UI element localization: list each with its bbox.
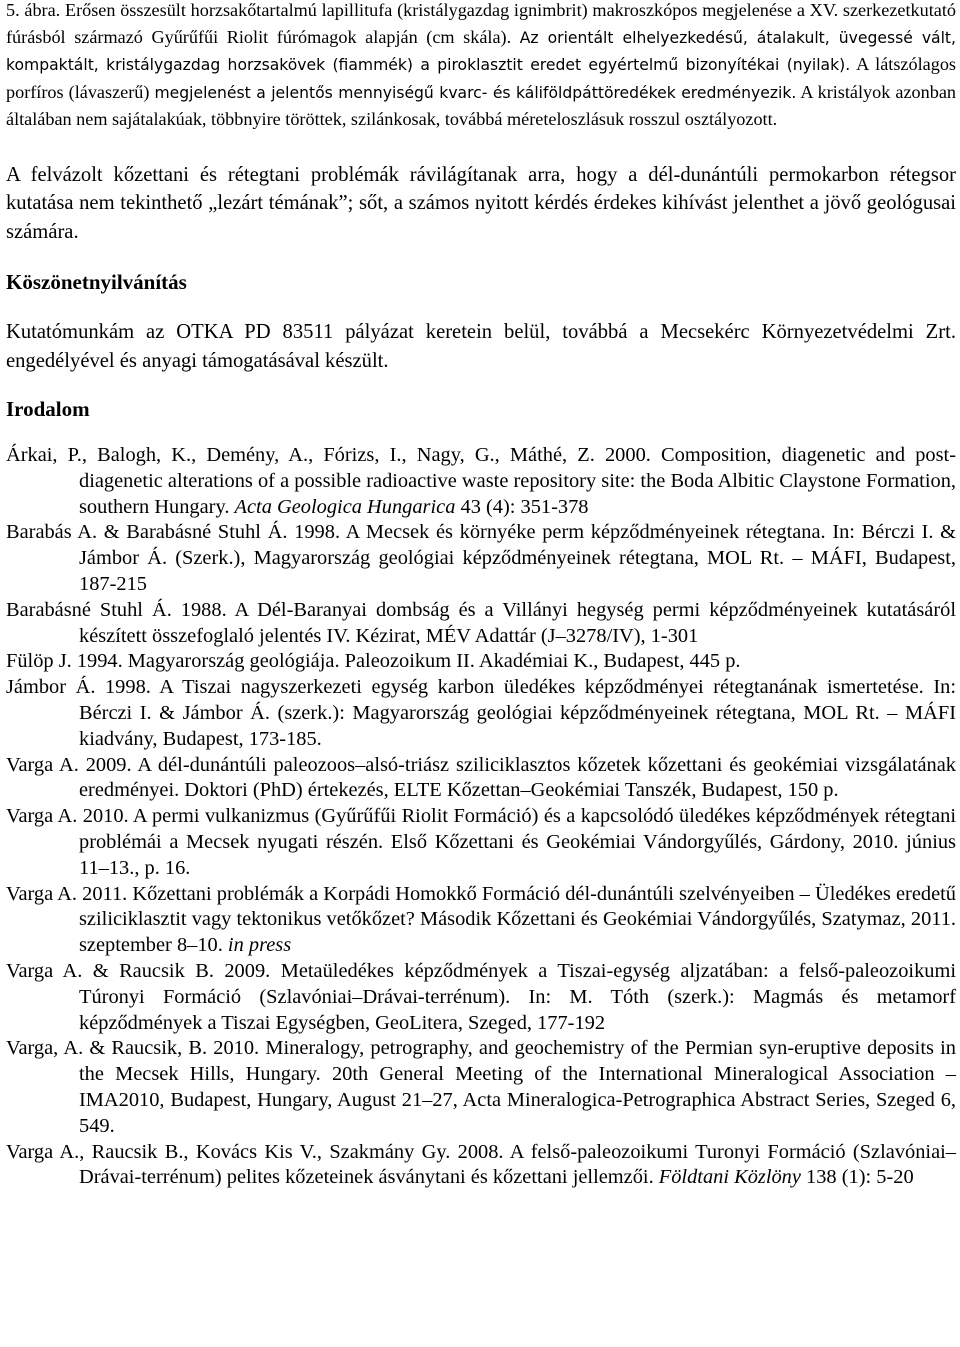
- reference-tail: 43 (4): 351-378: [455, 495, 589, 518]
- document-page: [6, 0, 956, 1191]
- caption-text-5: A kristályok azonban általában nem sajátalakúak, többnyire töröttek, szilánkosak, továbbá méreteloszlásuk rosszul osztályozott.: [6, 81, 956, 130]
- reference-text: Barabásné Stuhl Á. 1988. A Dél-Baranyai dombság és a Villányi hegység permi képződményeinek kutatásáról készített összefoglaló jelentés IV. Kézirat, MÉV Adattár (J–3278/IV), 1-301: [6, 598, 956, 647]
- figure-caption: [6, 0, 956, 133]
- reference-item: [6, 753, 956, 805]
- reference-text: Varga, A. & Raucsik, B. 2010. Mineralogy, petrography, and geochemistry of the Permian syn-eruptive deposits in the Mecsek Hills, Hungary. 20th General Meeting of the International Mineralogical Association – IMA2010, Budapest, Hungary, August 21–27, Acta Mineralogica-Petrographica Abstract Series, Szeged 6, 549.: [6, 1037, 956, 1137]
- reference-item: [6, 804, 956, 881]
- acknowledgement-text: Kutatómunkám az OTKA PD 83511 pályázat keretein belül, továbbá a Mecsekérc Környezetvédelmi Zrt. engedélyével és anyagi támogatásával készült.: [6, 321, 956, 372]
- reference-text: Varga A. 2010. A permi vulkanizmus (Gyűrűfűi Riolit Formáció) és a kapcsolódó üledékes képződmények rétegtani problémái a Mecsek nyugati részén. Első Kőzettani és Geokémiai Vándorgyűlés, Gárdony, 2010. június 11–13., p. 16.: [6, 805, 956, 879]
- reference-status: in press: [227, 934, 292, 957]
- reference-journal: Földtani Közlöny: [658, 1166, 801, 1189]
- acknowledgement-heading: Köszönetnyilvánítás: [6, 270, 187, 295]
- reference-text: Jámbor Á. 1998. A Tiszai nagyszerkezeti egység karbon üledékes képződményei rétegtanának ismertetése. In: Bérczi I. & Jámbor Á. (szerk.): Magyarország geológiai képződményeinek rétegtana, MOL Rt. – MÁFI kiadvány, Budapest, 173-185.: [6, 676, 956, 750]
- reference-text: Varga A. 2011. Kőzettani problémák a Korpádi Homokkő Formáció dél-dunántúli szelvényeiben – Üledékes eredetű sziliciklasztit vagy tektonikus vetőkőzet? Második Kőzettani és Geokémiai Vándorgyűlés, Szatymaz, 2011. szeptember 8–10.: [6, 882, 956, 957]
- reference-text: Varga A., Raucsik B., Kovács Kis V., Szakmány Gy. 2008. A felső-paleozoikumi Turonyi Formáció (Szlavóniai–Drávai-terrénum) pelites kőzeteinek ásványtani és kőzettani jellemzői.: [6, 1140, 956, 1189]
- reference-text: Varga A. 2009. A dél-dunántúli paleozoos–alsó-triász sziliciklasztos kőzetek kőzettani és geokémiai vizsgálatának eredményei. Doktori (PhD) értekezés, ELTE Kőzettan–Geokémiai Tanszék, Budapest, 150 p.: [6, 753, 956, 802]
- reference-journal: Acta Geologica Hungarica: [234, 495, 456, 518]
- caption-text-1: 5. ábra. Erősen összesült horzsakőtartalmú lapillitufa (kristálygazdag ignimbrit) makroszkópos megjelenése a XV. szerkezetkutató fúrásból származó Gyűrűfűi Riolit fúrómagok alapján (cm skála).: [6, 0, 956, 47]
- reference-item: [6, 882, 956, 959]
- reference-item: [6, 443, 956, 520]
- reference-item: [6, 1036, 956, 1139]
- caption-text-2: Az orientált elhelyezkedésű, átalakult, üvegessé vált, kompaktált, kristálygazdag horzsakövek (fiammék) a piroklasztit eredet egyértelmű bizonyítékai (nyilak).: [6, 28, 957, 75]
- reference-tail: 138 (1): 5-20: [800, 1166, 914, 1189]
- reference-text: Fülöp J. 1994. Magyarország geológiája. Paleozoikum II. Akadémiai K., Budapest, 445 p.: [6, 650, 741, 673]
- reference-text: Barabás A. & Barabásné Stuhl Á. 1998. A Mecsek és környéke perm képződményeinek rétegtana. In: Bérczi I. & Jámbor Á. (Szerk.), Magyarország geológiai képződményeinek rétegtana, MOL Rt. – MÁFI, Budapest, 187-215: [6, 521, 956, 595]
- reference-item: [6, 1140, 956, 1192]
- caption-text-3: A látszólagos porfíros (lávaszerű): [6, 54, 956, 102]
- reference-text: Árkai, P., Balogh, K., Demény, A., Fórizs, I., Nagy, G., Máthé, Z. 2000. Composition, diagenetic and post-diagenetic alterations of a possible radioactive waste repository site: the Boda Albitic Claystone Formation, southern Hungary.: [6, 444, 956, 518]
- caption-text-4: megjelenést a jelentős mennyiségű kvarc- és káliföldpáttöredékek eredményezik.: [154, 83, 797, 102]
- body-paragraph: A felvázolt kőzettani és rétegtani problémák rávilágítanak arra, hogy a dél-dunántúli permokarbon rétegsor kutatása nem tekinthető „lezárt témának”; sőt, a számos nyitott kérdés érdekes kihívást jelenthet a jövő geológusai számára.: [6, 163, 956, 243]
- reference-text: Varga A. & Raucsik B. 2009. Metaüledékes képződmények a Tiszai-egység aljzatában: a felső-paleozoikumi Túronyi Formáció (Szlavóniai–Drávai-terrénum). In: M. Tóth (szerk.): Magmás és metamorf képződmények a Tiszai Egységben, GeoLitera, Szeged, 177-192: [6, 959, 956, 1034]
- reference-item: [6, 598, 956, 650]
- reference-item: [6, 520, 956, 597]
- reference-item: [6, 675, 956, 752]
- references-heading: Irodalom: [6, 397, 90, 421]
- reference-list: [6, 443, 956, 1191]
- reference-item: [6, 959, 956, 1036]
- reference-item: [6, 649, 956, 675]
